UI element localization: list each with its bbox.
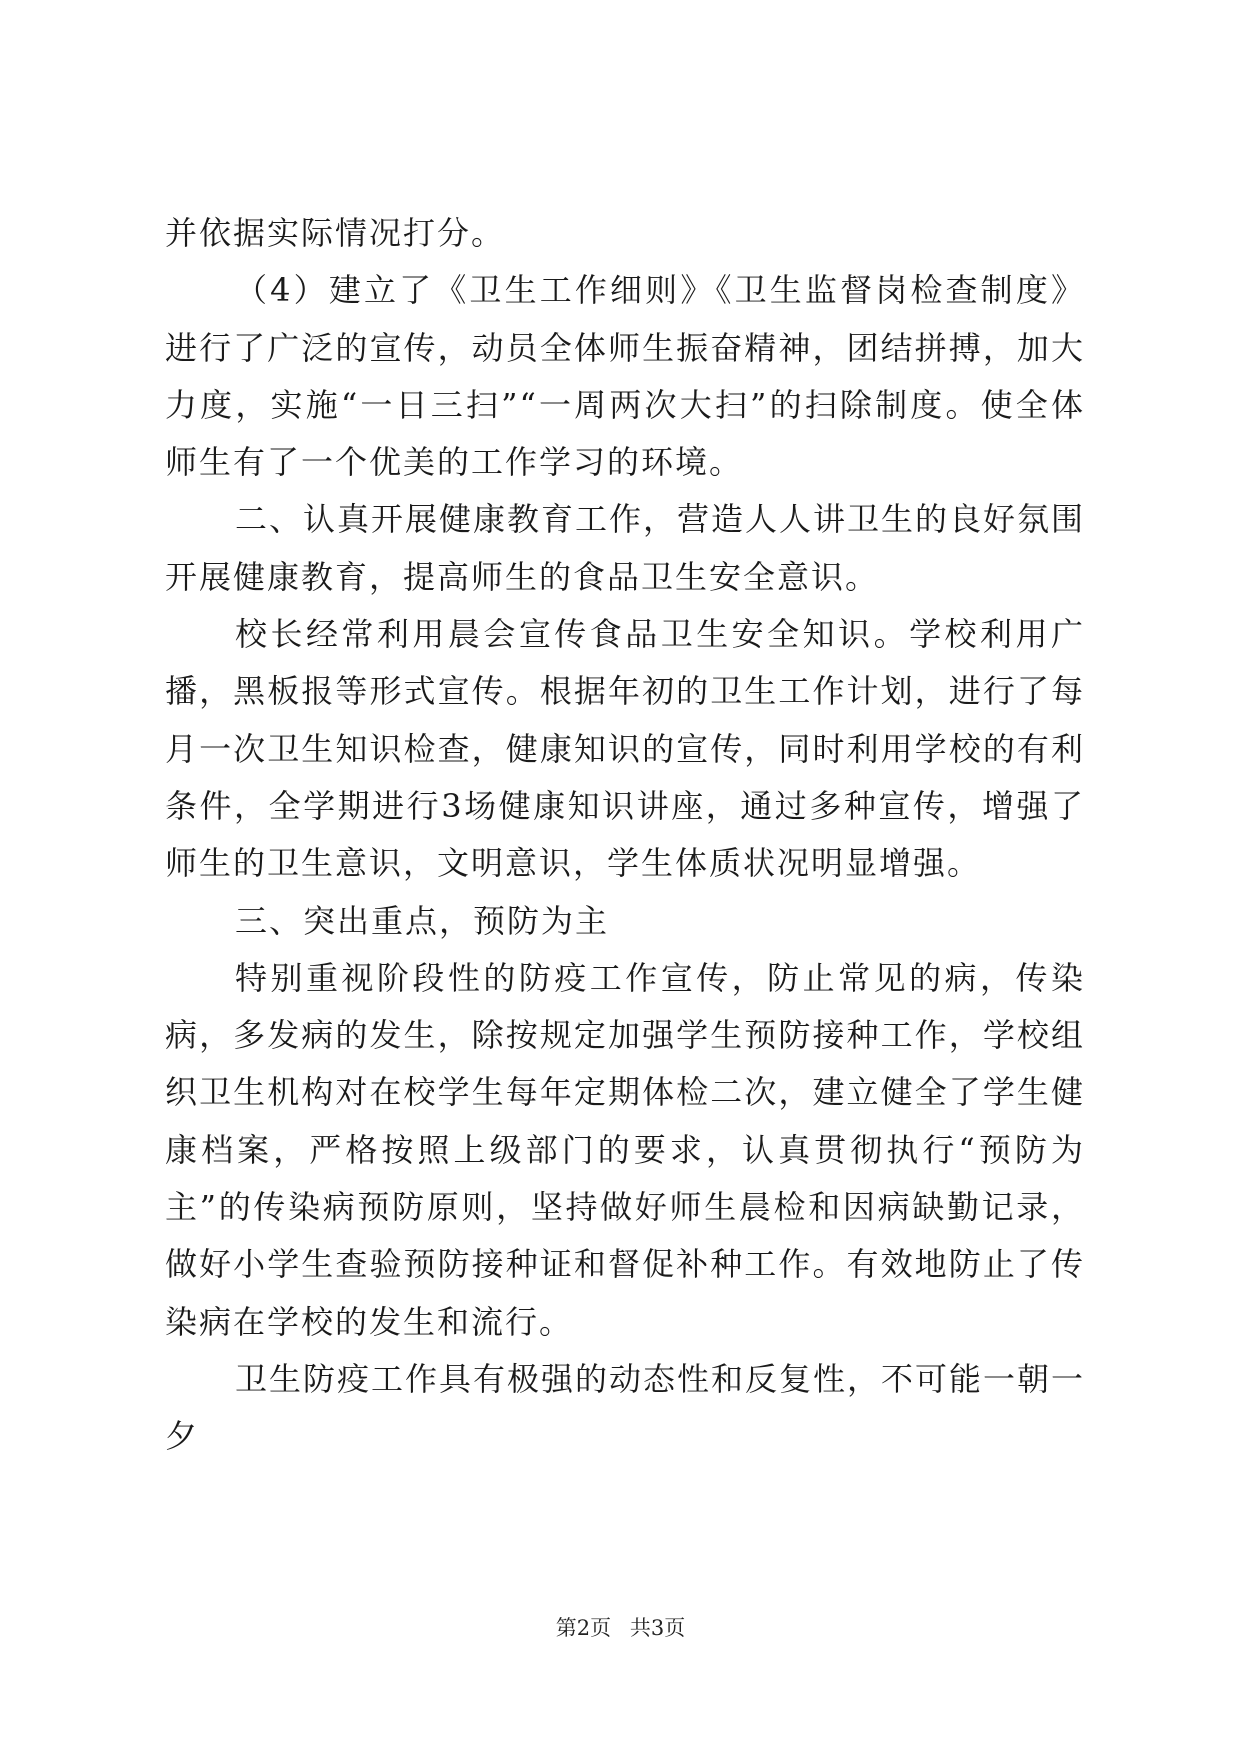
paragraph-epidemic-prevention: 特别重视阶段性的防疫工作宣传，防止常见的病，传染病，多发病的发生，除按规定加强学生预防接种工作，学校组织卫生机构对在校学生每年定期体检二次，建立健全了学生健康档案，严格按照上级部门的要求，认真贯彻执行“预防为主”的传染病预防原则，坚持做好师生晨检和因病缺勤记录，做好小学生查验预防接种证和督促补种工作。有效地防止了传染病在学校的发生和流行。 <box>165 958 1085 1341</box>
document-body <box>165 205 1085 1466</box>
paragraph-section-3-heading: 三、突出重点，预防为主 <box>235 901 610 940</box>
paragraph-closing: 卫生防疫工作具有极强的动态性和反复性，不可能一朝一夕 <box>165 1359 1086 1456</box>
paragraph-continuation: 并依据实际情况打分。 <box>165 214 506 252</box>
paragraph-item-4: （4）建立了《卫生工作细则》《卫生监督岗检查制度》进行了广泛的宣传，动员全体师生振奋精神，团结拼搏，加大力度，实施“一日三扫”“一周两次大扫”的扫除制度。使全体师生有了一个优美的工作学习的环境。 <box>165 271 1085 482</box>
paragraph-section-2-heading: 二、认真开展健康教育工作，营造人人讲卫生的良好氛围开展健康教育，提高师生的食品卫生安全意识。 <box>165 500 1086 596</box>
page-number: 第2页 <box>555 1616 612 1640</box>
page-total: 共3页 <box>629 1616 686 1640</box>
paragraph-health-education: 校长经常利用晨会宣传食品卫生安全知识。学校利用广播，黑板报等形式宣传。根据年初的卫生工作计划，进行了每月一次卫生知识检查，健康知识的宣传，同时利用学校的有利条件，全学期进行3场健康知识讲座，通过多种宣传，增强了师生的卫生意识，文明意识，学生体质状况明显增强。 <box>165 615 1085 883</box>
page-footer <box>0 1614 1241 1642</box>
